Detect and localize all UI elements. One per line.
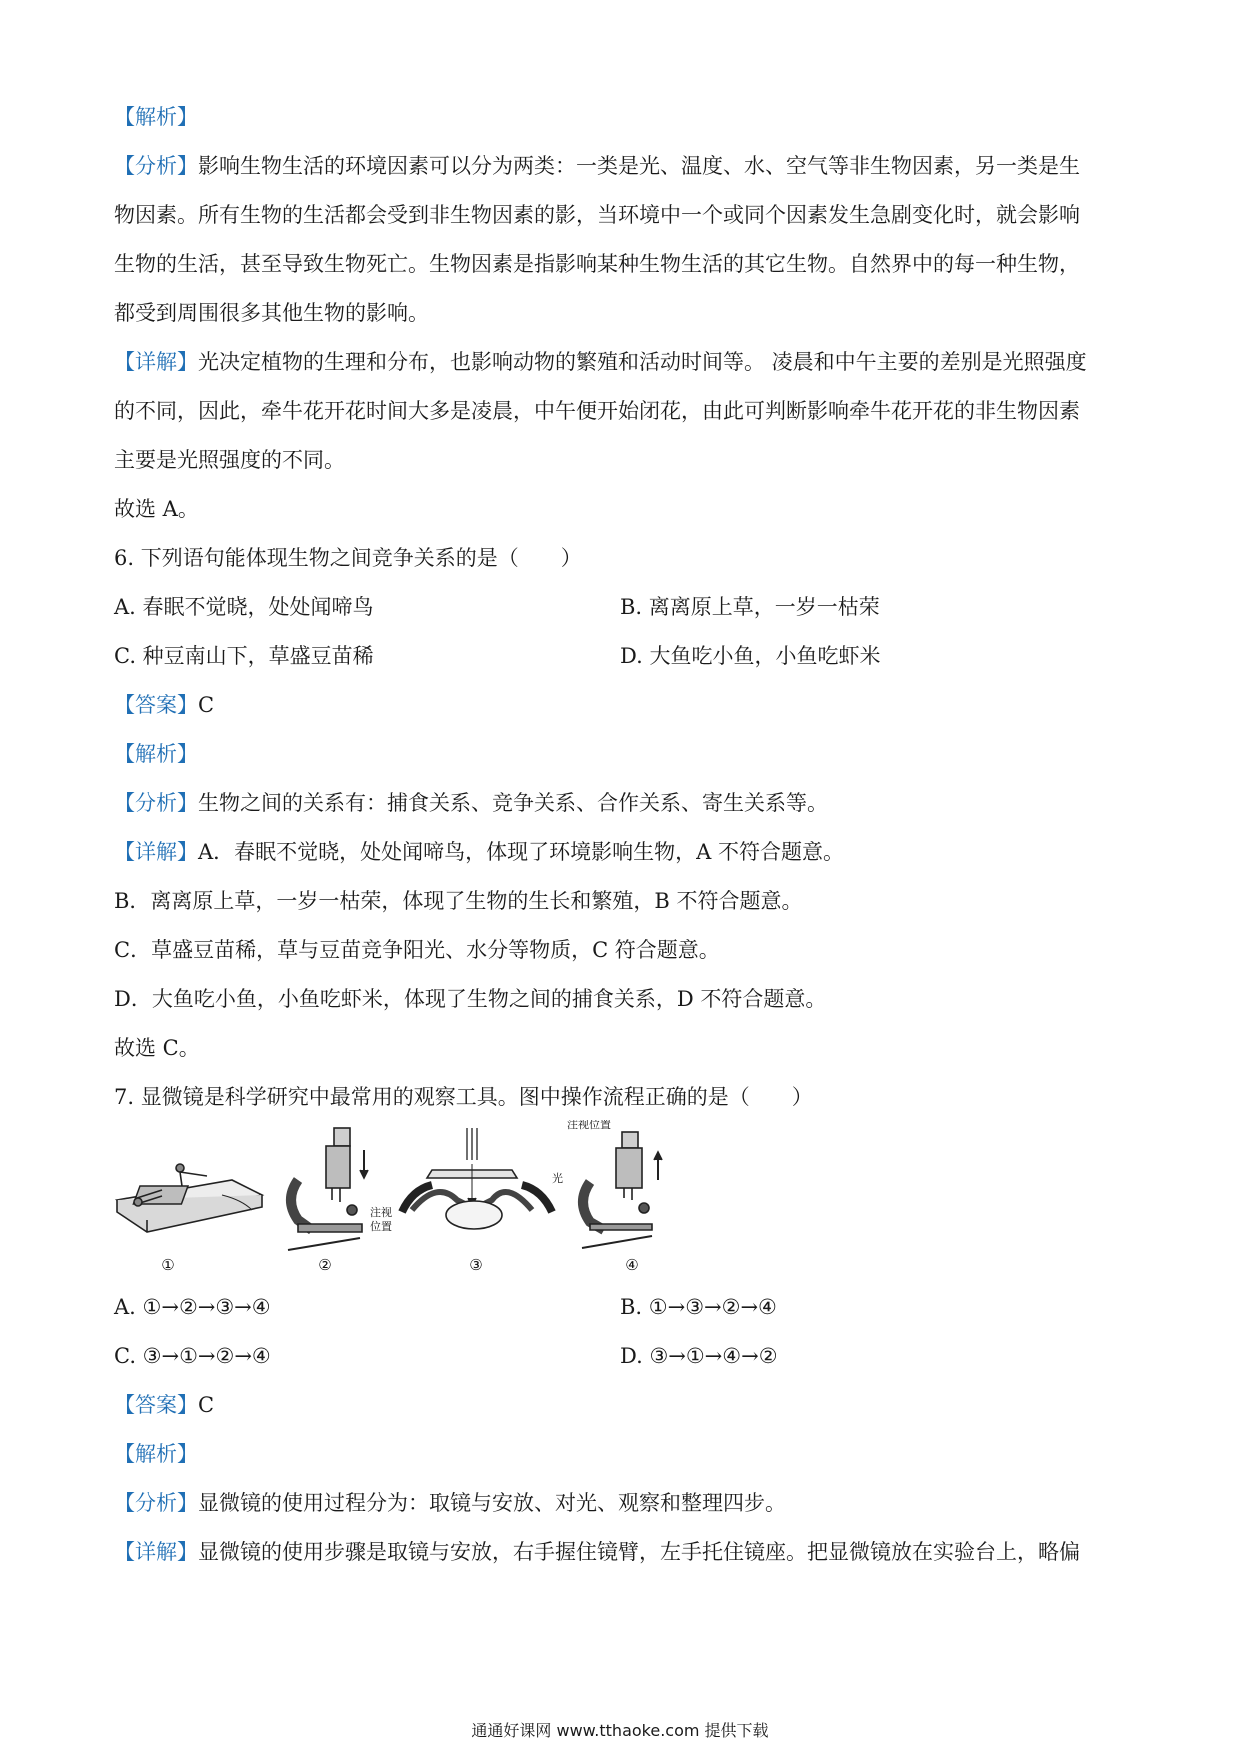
xiangjie-line: 的不同，因此，牵牛花开花时间大多是凌晨，中午便开始闭花，由此可判断影响牵牛花开花的非生物因素 [114, 399, 1080, 423]
fig2-watch-label-top: 注视 [370, 1206, 392, 1219]
q7-option-b: B. ①→③→②→④ [620, 1295, 777, 1319]
fenxi-paragraph [114, 1488, 786, 1518]
fig-label-4: ④ [625, 1256, 639, 1274]
jiexi-heading: 【解析】 [114, 105, 198, 129]
xiangjie-line: A．春眠不觉晓，处处闻啼鸟，体现了环境影响生物，A 不符合题意。 [198, 840, 845, 864]
answer-conclusion: 故选 A。 [114, 497, 199, 521]
fig1-microscope-on-table [117, 1164, 262, 1232]
xiangjie-paragraph [114, 837, 844, 867]
fig3-light-label: 光 [552, 1172, 563, 1185]
fig2-watch-label-bottom: 位置 [370, 1220, 392, 1233]
daan-tag: 【答案】 [114, 1393, 198, 1417]
fenxi-line: 影响生物生活的环境因素可以分为两类：一类是光、温度、水、空气等非生物因素，另一类是生 [198, 154, 1080, 178]
q7-option-d: D. ③→①→④→② [620, 1344, 778, 1368]
answer-value: C [198, 1393, 215, 1417]
fig-label-1: ① [161, 1256, 175, 1274]
q7-option-a: A. ①→②→③→④ [114, 1295, 271, 1319]
fig3-light-adjustment [402, 1128, 552, 1229]
fenxi-paragraph [114, 151, 1080, 181]
fig-label-3: ③ [469, 1256, 483, 1274]
xiangjie-tag: 【详解】 [114, 1540, 198, 1564]
fenxi-tag: 【分析】 [114, 791, 198, 815]
microscope-steps-figure [112, 1120, 702, 1275]
q6-option-a: A. 春眠不觉晓，处处闻啼鸟 [114, 595, 374, 619]
xiangjie-line: B．离离原上草，一岁一枯荣，体现了生物的生长和繁殖，B 不符合题意。 [114, 889, 803, 913]
fenxi-line: 显微镜的使用过程分为：取镜与安放、对光、观察和整理四步。 [198, 1491, 786, 1515]
xiangjie-line: 显微镜的使用步骤是取镜与安放，右手握住镜臂，左手托住镜座。把显微镜放在实验台上，略偏 [198, 1540, 1080, 1564]
question-7-stem: 7. 显微镜是科学研究中最常用的观察工具。图中操作流程正确的是（ ） [114, 1085, 813, 1109]
daan-tag: 【答案】 [114, 693, 198, 717]
xiangjie-line: 主要是光照强度的不同。 [114, 448, 345, 472]
xiangjie-tag: 【详解】 [114, 350, 198, 374]
microscope-steps-illustration [112, 1120, 702, 1275]
xiangjie-line: D．大鱼吃小鱼，小鱼吃虾米，体现了生物之间的捕食关系，D 不符合题意。 [114, 987, 827, 1011]
answer-conclusion: 故选 C。 [114, 1036, 200, 1060]
fenxi-line: 生物之间的关系有：捕食关系、竞争关系、合作关系、寄生关系等。 [198, 791, 828, 815]
q6-option-c: C. 种豆南山下，草盛豆苗稀 [114, 644, 374, 668]
jiexi-heading: 【解析】 [114, 742, 198, 766]
q7-option-c: C. ③→①→②→④ [114, 1344, 271, 1368]
fig-label-2: ② [318, 1256, 332, 1274]
fenxi-line: 生物的生活，甚至导致生物死亡。生物因素是指影响某种生物生活的其它生物。自然界中的每一种生物， [114, 252, 1080, 276]
q6-option-d: D. 大鱼吃小鱼，小鱼吃虾米 [620, 644, 881, 668]
fenxi-line: 都受到周围很多其他生物的影响。 [114, 301, 429, 325]
fig4-watch-label: 注视位置 [567, 1120, 611, 1131]
fenxi-line: 物因素。所有生物的生活都会受到非生物因素的影，当环境中一个或同个因素发生急剧变化时，就会影响 [114, 203, 1080, 227]
question-6-stem: 6. 下列语句能体现生物之间竞争关系的是（ ） [114, 546, 582, 570]
xiangjie-paragraph [114, 347, 1087, 377]
answer-value: C [198, 693, 215, 717]
xiangjie-tag: 【详解】 [114, 840, 198, 864]
fenxi-paragraph [114, 788, 828, 818]
fenxi-tag: 【分析】 [114, 154, 198, 178]
jiexi-heading: 【解析】 [114, 1442, 198, 1466]
xiangjie-paragraph [114, 1537, 1080, 1567]
q6-answer [114, 690, 214, 720]
xiangjie-line: 光决定植物的生理和分布，也影响动物的繁殖和活动时间等。 凌晨和中午主要的差别是光照强度 [198, 350, 1087, 374]
fenxi-tag: 【分析】 [114, 1491, 198, 1515]
q6-option-b: B. 离离原上草，一岁一枯荣 [620, 595, 880, 619]
q7-answer [114, 1390, 214, 1420]
fig2-lowering-tube [288, 1128, 368, 1250]
page-footer: 通通好课网 www.tthaoke.com 提供下载 [471, 1721, 769, 1740]
fig4-raising-tube [582, 1132, 662, 1248]
xiangjie-line: C．草盛豆苗稀，草与豆苗竞争阳光、水分等物质，C 符合题意。 [114, 938, 720, 962]
